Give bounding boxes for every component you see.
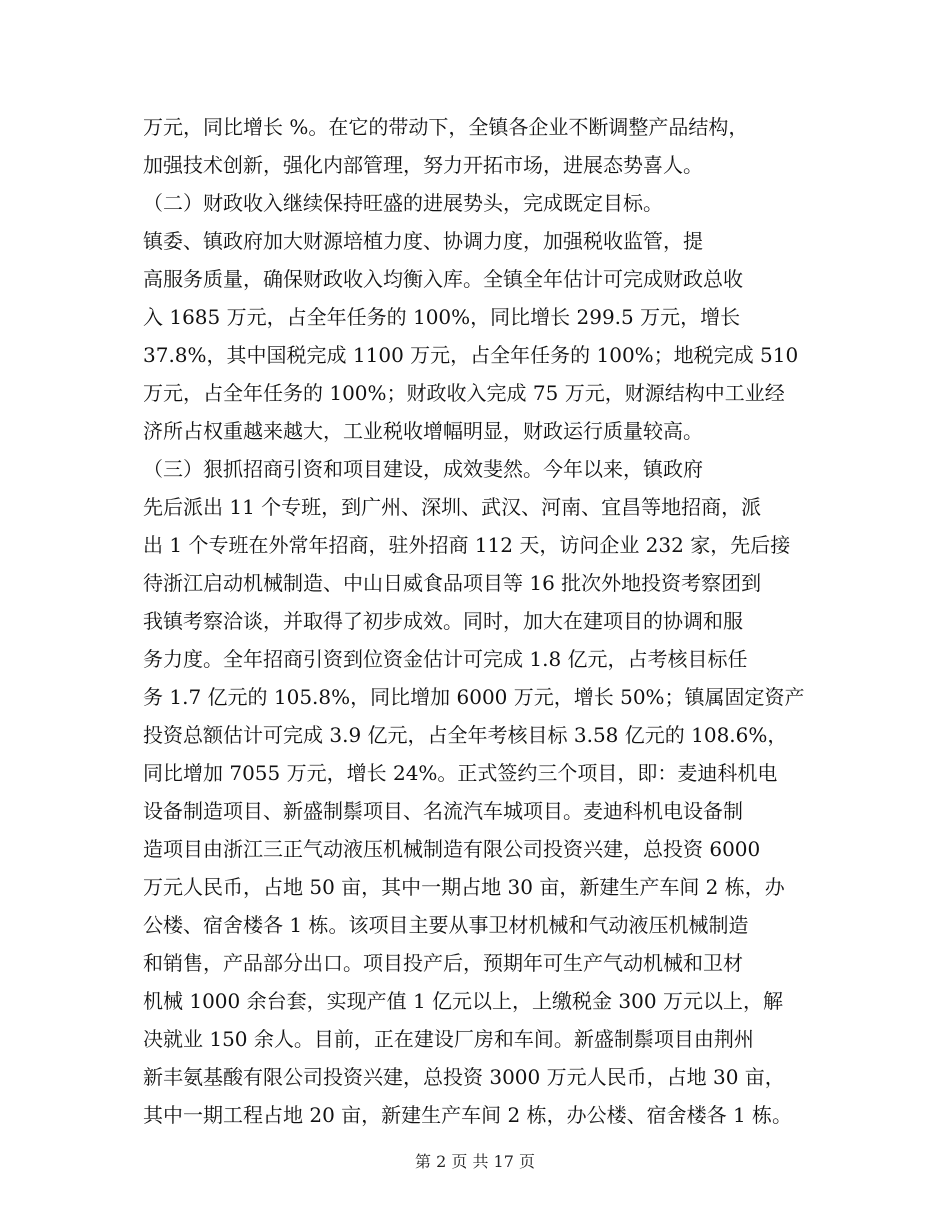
text-line: 先后派出 11 个专班，到广州、深圳、武汉、河南、宜昌等地招商，派: [143, 495, 762, 519]
text-line: 济所占权重越来越大，工业税收增幅明显，财政运行质量较高。: [143, 419, 703, 443]
page-number-footer: 第 2 页 共 17 页: [415, 1152, 535, 1171]
text-line: 同比增加 7055 万元，增长 24%。正式签约三个项目，即：麦迪科机电: [143, 761, 778, 785]
text-line: 入 1685 万元，占全年任务的 100%，同比增长 299.5 万元，增长: [143, 305, 741, 329]
text-line: 决就业 150 余人。目前，正在建设厂房和车间。新盛制鬃项目由荆州: [143, 1027, 754, 1051]
text-line: 务 1.7 亿元的 105.8%，同比增加 6000 万元，增长 50%；镇属固定资产: [143, 685, 805, 709]
text-line: 投资总额估计可完成 3.9 亿元，占全年考核目标 3.58 亿元的 108.6%，: [143, 723, 788, 747]
document-body: [143, 108, 811, 1134]
text-line: 机械 1000 余台套，实现产值 1 亿元以上，上缴税金 300 万元以上，解: [143, 989, 783, 1013]
section-heading: （二）财政收入继续保持旺盛的进展势头，完成既定目标。: [143, 191, 663, 215]
text-line: 和销售，产品部分出口。项目投产后，预期年可生产气动机械和卫材: [143, 951, 743, 975]
text-line: 设备制造项目、新盛制鬃项目、名流汽车城项目。麦迪科机电设备制: [143, 799, 743, 823]
section-heading: （三）狠抓招商引资和项目建设，成效斐然。今年以来，镇政府: [143, 457, 703, 481]
text-line: 新丰氨基酸有限公司投资兴建，总投资 3000 万元人民币，占地 30 亩，: [143, 1065, 785, 1089]
text-line: 公楼、宿舍楼各 1 栋。该项目主要从事卫材机械和气动液压机械制造: [143, 913, 749, 937]
text-line: 出 1 个专班在外常年招商，驻外招商 112 天，访问企业 232 家，先后接: [143, 533, 791, 557]
text-line: 待浙江启动机械制造、中山日威食品项目等 16 批次外地投资考察团到: [143, 571, 762, 595]
text-line: 万元人民币，占地 50 亩，其中一期占地 30 亩，新建生产车间 2 栋，办: [143, 875, 785, 899]
text-line: 造项目由浙江三正气动液压机械制造有限公司投资兴建，总投资 6000: [143, 837, 761, 861]
text-line: 万元，同比增长 %。在它的带动下，全镇各企业不断调整产品结构，: [143, 115, 749, 139]
text-line: 我镇考察洽谈，并取得了初步成效。同时，加大在建项目的协调和服: [143, 609, 743, 633]
text-line: 其中一期工程占地 20 亩，新建生产车间 2 栋，办公楼、宿舍楼各 1 栋。: [143, 1103, 793, 1127]
text-line: 高服务质量，确保财政收入均衡入库。全镇全年估计可完成财政总收: [143, 267, 743, 291]
text-line: 加强技术创新，强化内部管理，努力开拓市场，进展态势喜人。: [143, 153, 703, 177]
text-line: 镇委、镇政府加大财源培植力度、协调力度，加强税收监管，提: [143, 229, 703, 253]
text-line: 万元，占全年任务的 100%；财政收入完成 75 万元，财源结构中工业经: [143, 381, 785, 405]
text-line: 务力度。全年招商引资到位资金估计可完成 1.8 亿元，占考核目标任: [143, 647, 748, 671]
text-line: 37.8%，其中国税完成 1100 万元，占全年任务的 100%；地税完成 510: [143, 343, 799, 367]
